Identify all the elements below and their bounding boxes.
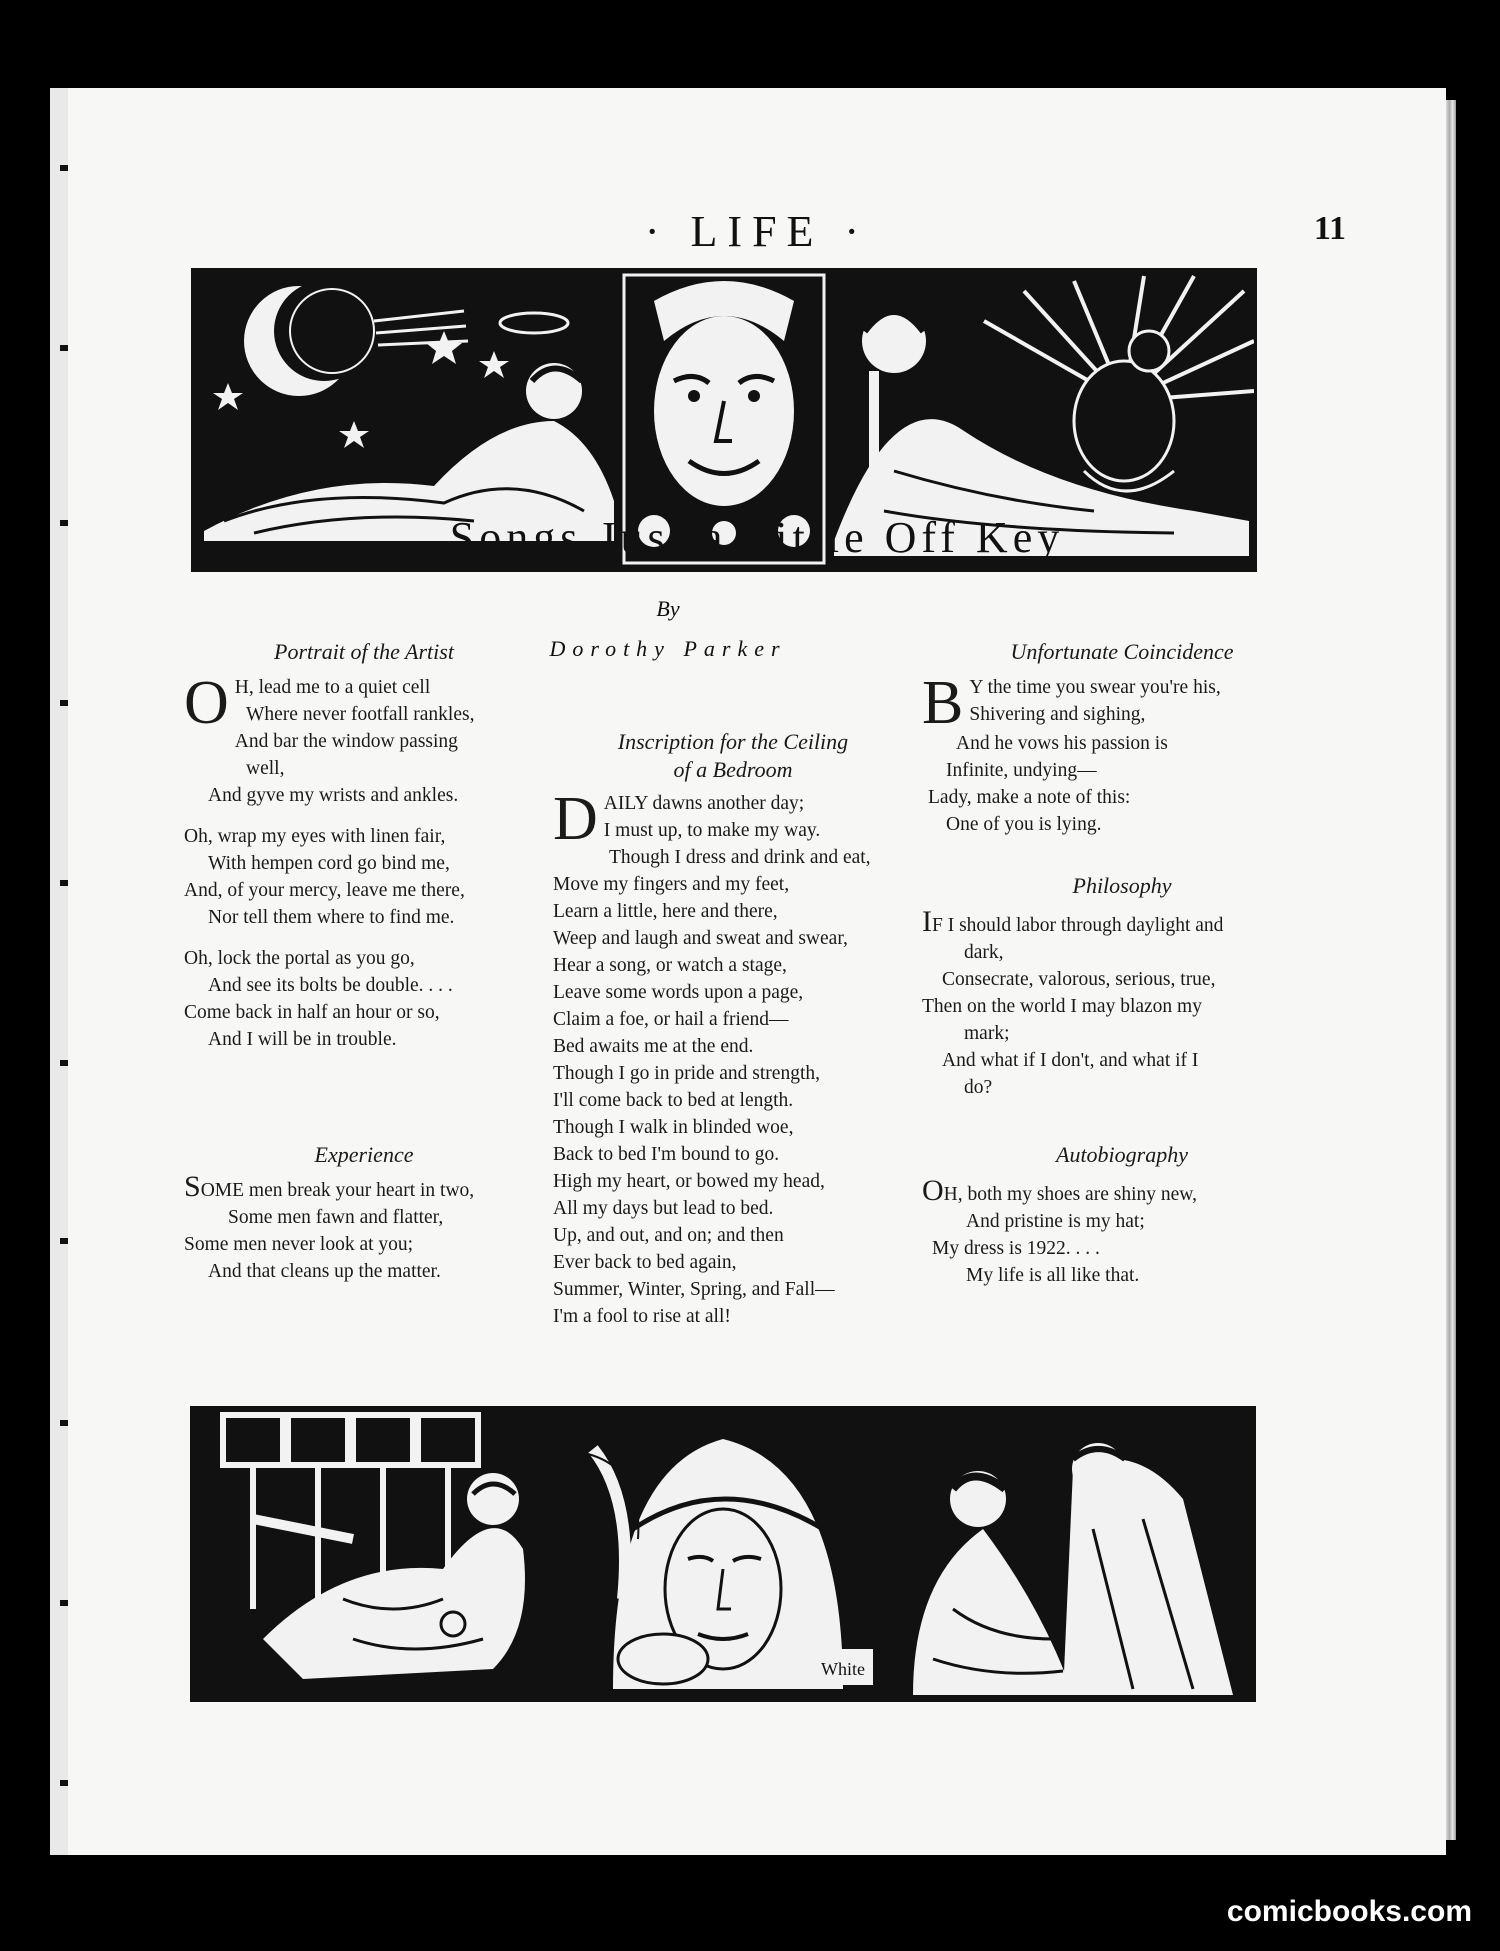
center-column bbox=[553, 728, 913, 1344]
poem-line: And pristine is my hat; bbox=[966, 1211, 1145, 1232]
poem-line: H, both my shoes are shiny new, bbox=[943, 1184, 1197, 1205]
poem-line: Come back in half an hour or so, bbox=[184, 1002, 440, 1023]
poem-line: Where never footfall rankles, bbox=[246, 704, 475, 725]
poem-line: High my heart, or bowed my head, bbox=[553, 1171, 825, 1192]
poem-line: well, bbox=[246, 758, 285, 779]
masthead: · LIFE · bbox=[644, 207, 870, 256]
book-binding bbox=[50, 88, 68, 1855]
page-edge bbox=[1446, 100, 1456, 1840]
poem-line: Oh, wrap my eyes with linen fair, bbox=[184, 826, 446, 847]
poem-line: do? bbox=[964, 1077, 993, 1098]
poem-title-line: Inscription for the Ceiling bbox=[617, 729, 849, 754]
stanza bbox=[922, 1174, 1322, 1289]
drop-cap: D bbox=[553, 785, 598, 853]
drop-cap: O bbox=[922, 1174, 944, 1207]
poem-line: And gyve my wrists and ankles. bbox=[208, 785, 459, 806]
poem-line: Bed awaits me at the end. bbox=[553, 1036, 754, 1057]
poem-line: Though I go in pride and strength, bbox=[553, 1063, 820, 1084]
drop-cap: O bbox=[184, 669, 229, 737]
poem-line: All my days but lead to bed. bbox=[553, 1198, 774, 1219]
poem-line: OME men break your heart in two, bbox=[200, 1180, 475, 1201]
poem-line: Leave some words upon a page, bbox=[553, 982, 804, 1003]
poem-line: Up, and out, and on; and then bbox=[553, 1225, 784, 1246]
poem-line: Infinite, undying— bbox=[946, 760, 1097, 781]
stanza bbox=[184, 669, 544, 809]
stanza bbox=[922, 669, 1322, 838]
poem-line: Move my fingers and my feet, bbox=[553, 874, 790, 895]
poem-line: Though I dress and drink and eat, bbox=[609, 847, 871, 868]
right-column bbox=[922, 638, 1322, 1303]
poem-title-autobiography: Autobiography bbox=[1056, 1142, 1188, 1167]
poem-line: With hempen cord go bind me, bbox=[208, 853, 450, 874]
poem-line bbox=[922, 730, 1322, 757]
poem-line: Shivering and sighing, bbox=[969, 704, 1146, 725]
poem-title-experience: Experience bbox=[314, 1142, 414, 1167]
poem-line: Summer, Winter, Spring, and Fall— bbox=[553, 1279, 835, 1300]
poem-line: I'll come back to bed at length. bbox=[553, 1090, 794, 1111]
stanza bbox=[553, 785, 913, 1330]
poem-line: I must up, to make my way. bbox=[603, 820, 821, 841]
poem-line: Though I walk in blinded woe, bbox=[553, 1117, 794, 1138]
page-number: 11 bbox=[1313, 210, 1346, 247]
poem-title-line: of a Bedroom bbox=[673, 757, 793, 782]
poem-line: Ever back to bed again, bbox=[553, 1252, 737, 1273]
left-column bbox=[184, 638, 544, 1299]
byline-author: Dorothy Parker bbox=[549, 636, 787, 661]
poem-line: Consecrate, valorous, serious, true, bbox=[942, 969, 1216, 990]
stanza bbox=[184, 1170, 544, 1285]
poem-title-inscription bbox=[553, 728, 913, 784]
poem-line: And what if I don't, and what if I bbox=[942, 1050, 1199, 1071]
drop-cap: I bbox=[922, 905, 932, 938]
stanza bbox=[922, 905, 1322, 1101]
poem-line: Lady, make a note of this: bbox=[928, 787, 1131, 808]
poem-line: F I should labor through daylight and bbox=[932, 915, 1224, 936]
poem-line: One of you is lying. bbox=[946, 814, 1102, 835]
poem-line: Claim a foe, or hail a friend— bbox=[553, 1009, 789, 1030]
poem-line: And bar the window passing bbox=[234, 731, 458, 752]
stanza bbox=[184, 823, 544, 931]
poem-line: Hear a song, or watch a stage, bbox=[553, 955, 787, 976]
poem-line: And see its bolts be double. . . . bbox=[208, 975, 453, 996]
drop-cap: B bbox=[922, 669, 964, 737]
poem-line: And I will be in trouble. bbox=[208, 1029, 397, 1050]
drop-cap: S bbox=[184, 1170, 201, 1203]
poem-line: Then on the world I may blazon my bbox=[922, 996, 1202, 1017]
poem-line: Some men never look at you; bbox=[184, 1234, 414, 1255]
article-title: Songs Just a Little Off Key bbox=[449, 513, 1065, 562]
poem-line: Some men fawn and flatter, bbox=[228, 1207, 444, 1228]
poem-title-coincidence: Unfortunate Coincidence bbox=[1010, 639, 1234, 664]
artist-signature: White bbox=[821, 1659, 865, 1679]
poem-line: Learn a little, here and there, bbox=[553, 901, 778, 922]
poem-line: Weep and laugh and sweat and swear, bbox=[553, 928, 848, 949]
poem-line: Y the time you swear you're his, bbox=[969, 677, 1221, 698]
poem-line: And, of your mercy, leave me there, bbox=[184, 880, 465, 901]
poem-line: Oh, lock the portal as you go, bbox=[184, 948, 415, 969]
byline-by: By bbox=[656, 596, 680, 621]
bottom-woodcut-illustration bbox=[190, 1406, 1256, 1702]
poem-line: My dress is 1922. . . . bbox=[932, 1238, 1100, 1259]
poem-line: AILY dawns another day; bbox=[603, 793, 805, 814]
poem-line: I'm a fool to rise at all! bbox=[553, 1306, 731, 1327]
magazine-page bbox=[68, 88, 1446, 1855]
stanza bbox=[184, 945, 544, 1053]
poem-line: mark; bbox=[964, 1023, 1010, 1044]
poem-line: Nor tell them where to find me. bbox=[208, 907, 455, 928]
poem-line: My life is all like that. bbox=[966, 1265, 1140, 1286]
poem-title-philosophy: Philosophy bbox=[1072, 873, 1172, 898]
poem-line: H, lead me to a quiet cell bbox=[234, 677, 431, 698]
poem-title-portrait: Portrait of the Artist bbox=[274, 639, 454, 664]
poem-line: And that cleans up the matter. bbox=[208, 1261, 441, 1282]
poem-line: Back to bed I'm bound to go. bbox=[553, 1144, 780, 1165]
watermark: comicbooks.com bbox=[1226, 1895, 1472, 1928]
poem-line: dark, bbox=[964, 942, 1004, 963]
poem-line-text: And he vows his passion is bbox=[956, 733, 1168, 754]
